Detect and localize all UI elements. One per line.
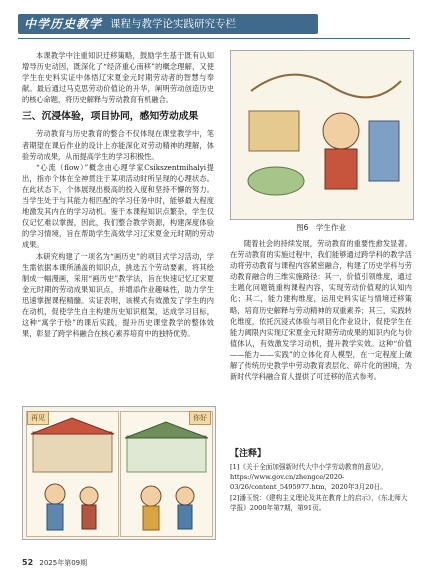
left-column [22, 50, 214, 339]
page-number: 52 [22, 558, 34, 567]
comic-tag-left: 再见 [27, 411, 49, 425]
section-title: 课程与教学论实践研究专栏 [110, 18, 236, 30]
left-paragraph-4: 本研究构建了一项名为“画历史”的项目式学习活动，学生需依据本课所涵盖的知识点，挑选五个劳动要素，将其绘制成一幅漫画，采用“画历史”教学法，旨在快速记忆辽宋夏金元时期的劳动成果知识点，并增添作业趣味性，助力学生迅速掌握课程精髓。实证表明，该模式有效激发了学生的内在动机，促使学生自主构建历史知识框架，达成学习目标，这种“寓学于绘”的课后实践，提升历史课堂教学的整体效果，彰显了跨学科融合在核心素养培育中的独特优势。 [22, 251, 214, 339]
student-comic-figure [22, 406, 216, 540]
notes-list [230, 462, 412, 514]
page-header [0, 0, 427, 42]
student-homework-figure [230, 50, 414, 220]
comic-panel-right [120, 411, 213, 537]
comic-drawing-right-icon [121, 412, 212, 536]
comic-drawing-left-icon [27, 412, 118, 536]
page-footer [22, 558, 87, 568]
note-1: [1]《关于全面加强新时代大中小学劳动教育的意见》，https://www.gov.cn/zhengce/2020-03/26/content_5495977.htm，2020年3月20日。 [230, 463, 388, 491]
left-paragraph-1: 本课教学中注重知识迁移策略，鼓励学生基于既有认知增导历史动因，既深化了“经济重心南移”的概念理解，又使学生在史料实证中体悟辽宋夏金元时期劳动者的智慧与奉献。最后通过马克思劳动价值论的升华，阐明劳动创造历史的核心命题，将历史解释与劳动教育有机融合。 [22, 51, 214, 105]
journal-brand: 中学历史教学 [24, 17, 103, 31]
issue-label: 2025年第09期 [39, 559, 88, 567]
right-column [230, 238, 412, 382]
left-paragraph-2: 劳动教育与历史教育的整合不仅体现在课堂教学中，笔者期望在课后作业的设计上亦能深化对劳动精神的理解，体验劳动成果，从而提高学生的学习积极性。 [22, 129, 214, 161]
homework-illustration-icon [231, 51, 413, 219]
note-2: [2]潘玉悦：《建构主义理论及其在教育上的启示》，《东北师大学报》2000年第7期，第91页。 [230, 494, 408, 512]
figure-caption: 图6 学生作业 [296, 223, 346, 232]
notes-heading: 【注释】 [230, 449, 267, 459]
comic-panel-left [26, 411, 119, 537]
section-heading-3: 三、沉浸体验，项目协同，感知劳动成果 [22, 111, 199, 123]
comic-tag-right: 你好 [189, 411, 211, 425]
header-divider [18, 38, 410, 39]
right-paragraph-1: 随着社会的持续发展，劳动教育的重要性愈发显著。在劳动教育的实施过程中，我们能够通过跨学科的教学活动将劳动教育与课程内容紧密融合，构建了历史学科与劳动教育融合的三维实施路径：其一，价值引领维度，通过主题化问题链重构课程内容，实现劳动价值观的认知内化；其二，能力建构维度，运用史料实证与情境迁移策略，培育历史解释与劳动精神的双重素养；其三，实践转化维度，依托沉浸式体验与项目化作业设计，促使学生在能力阈限内实现辽宋夏金元时期劳动成果的知识内化与价值体认，有效激发学习动机，提升教学实效。这种“价值——能力——实践”的立体化育人模型，在一定程度上破解了传统历史教学中劳动教育表层化、碎片化的困境，为新时代学科融合育人提供了可迁移的范式参考。 [230, 239, 412, 382]
left-paragraph-3: “心流（flow）”概念由心理学家Csikszentmihalyi提出，指亦个体在全神贯注于某项活动时所呈现的心理状态。在此状态下，个体展现出极高的投入度和坚持不懈的努力。当学生处于与其能力相匹配的学习任务中时，能够最大程度地激发其内在的学习动机。鉴于本课程知识点繁杂，学生仅仅记忆难以掌握，因此，我们整合教学资源，构建深度体验的学习情境，旨在帮助学生高效学习辽宋夏金元时期的劳动成果。 [22, 162, 214, 250]
